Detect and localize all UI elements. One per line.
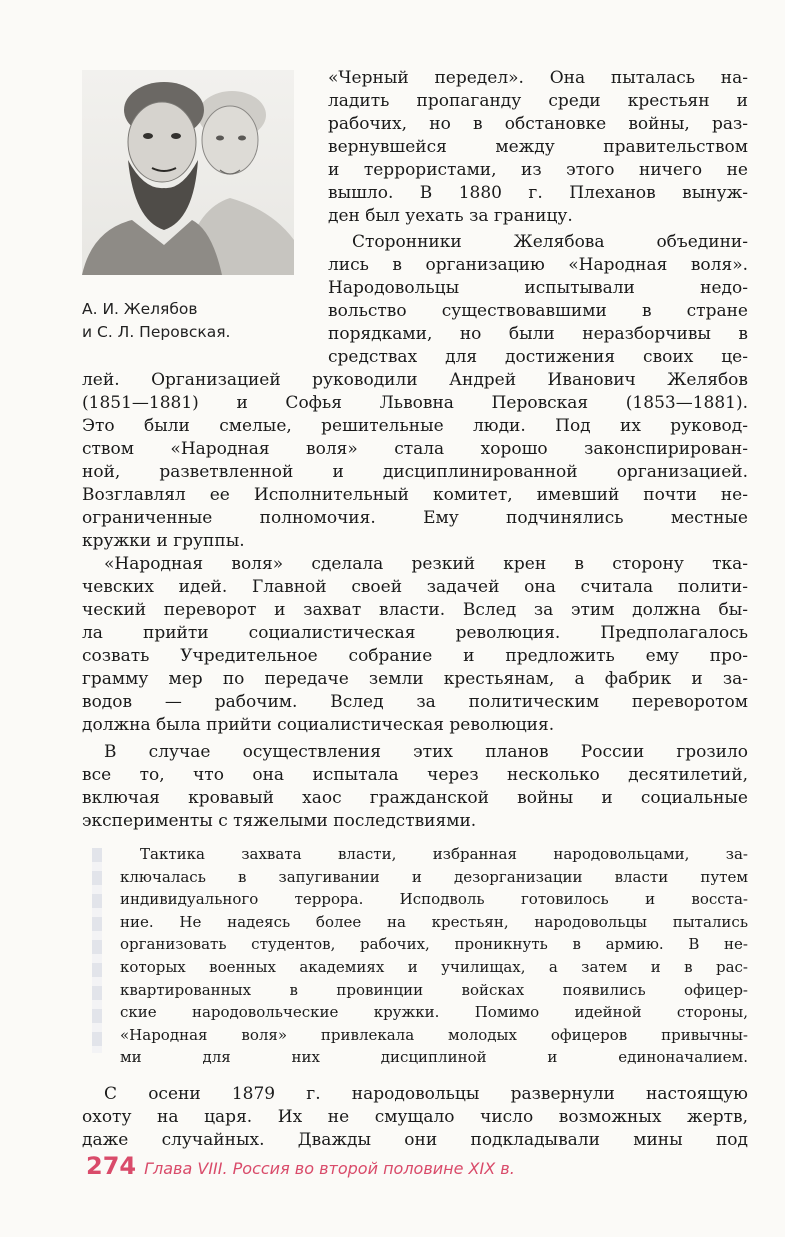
small-text-line: ключалась в запугивании и дезорганизации власти путем xyxy=(120,868,748,886)
photo-caption xyxy=(82,298,312,344)
caption-line: и С. Л. Перовская. xyxy=(82,323,231,341)
text-line: «Народная воля» сделала резкий крен в сторону тка- xyxy=(104,554,748,574)
text-line: В случае осуществления этих планов России грозило xyxy=(104,742,748,762)
text-line: ладить пропаганду среди крестьян и xyxy=(328,91,748,111)
small-text-line: ские народовольческие кружки. Помимо идейной стороны, xyxy=(120,1003,748,1021)
text-line: вольство существовавшими в стране xyxy=(328,301,748,321)
sidebar-decoration xyxy=(92,848,102,1053)
text-line: С осени 1879 г. народовольцы развернули настоящую xyxy=(104,1084,748,1104)
text-line: рабочих, но в обстановке войны, раз- xyxy=(328,114,748,134)
page-footer xyxy=(86,1152,515,1180)
text-line: ден был уехать за границу. xyxy=(328,206,573,226)
text-line: должна была прийти социалистическая революция. xyxy=(82,715,555,735)
small-text-line: которых военных академиях и училищах, а затем и в рас- xyxy=(120,958,748,976)
text-line: даже случайных. Дважды они подкладывали мины под xyxy=(82,1130,748,1150)
text-line: ством «Народная воля» стала хорошо законспирирован- xyxy=(82,439,748,459)
text-line: (1851—1881) и Софья Львовна Перовская (1853—1881). xyxy=(82,393,748,413)
small-text-line: ние. Не надеясь более на крестьян, народовольцы пытались xyxy=(120,913,748,931)
small-text-line: ми для них дисциплиной и единоначалием. xyxy=(120,1048,748,1066)
text-line: средствах для достижения своих це- xyxy=(328,347,748,367)
text-line: Народовольцы испытывали недо- xyxy=(328,278,748,298)
text-line: грамму мер по передаче земли крестьянам, а фабрик и за- xyxy=(82,669,748,689)
text-line: чевских идей. Главной своей задачей она считала полити- xyxy=(82,577,748,597)
text-line: охоту на царя. Их не смущало число возможных жертв, xyxy=(82,1107,748,1127)
text-line: вернувшейся между правительством xyxy=(328,137,748,157)
text-line: водов — рабочим. Вслед за политическим переворотом xyxy=(82,692,748,712)
portrait-photo xyxy=(82,70,294,275)
text-line: ческий переворот и захват власти. Вслед за этим должна бы- xyxy=(82,600,748,620)
page-number: 274 xyxy=(86,1152,137,1180)
small-text-line: Тактика захвата власти, избранная народовольцами, за- xyxy=(140,845,748,863)
chapter-title: Глава VIII. Россия во второй половине XIX в. xyxy=(144,1159,515,1178)
text-line: Сторонники Желябова объедини- xyxy=(352,232,748,252)
text-line: порядками, но были неразборчивы в xyxy=(328,324,748,344)
text-line: ла прийти социалистическая революция. Предполагалось xyxy=(82,623,748,643)
text-line: ной, разветвленной и дисциплинированной организацией. xyxy=(82,462,748,482)
portrait-illustration xyxy=(82,70,294,275)
small-text-line: индивидуального террора. Исподволь готовилось и восста- xyxy=(120,890,748,908)
text-line: кружки и группы. xyxy=(82,531,245,551)
text-line: Это были смелые, решительные люди. Под их руковод- xyxy=(82,416,748,436)
small-text-line: квартированных в провинции войсках появились офицер- xyxy=(120,981,748,999)
text-line: лей. Организацией руководили Андрей Иванович Желябов xyxy=(82,370,748,390)
text-line: Возглавлял ее Исполнительный комитет, имевший почти не- xyxy=(82,485,748,505)
text-line: «Черный передел». Она пыталась на- xyxy=(328,68,748,88)
text-line: включая кровавый хаос гражданской войны и социальные xyxy=(82,788,748,808)
text-line: вышло. В 1880 г. Плеханов вынуж- xyxy=(328,183,748,203)
text-line: все то, что она испытала через несколько десятилетий, xyxy=(82,765,748,785)
text-line: созвать Учредительное собрание и предложить ему про- xyxy=(82,646,748,666)
small-text-line: организовать студентов, рабочих, проникнуть в армию. В не- xyxy=(120,935,748,953)
small-text-line: «Народная воля» привлекала молодых офицеров привычны- xyxy=(120,1026,748,1044)
text-line: лись в организацию «Народная воля». xyxy=(328,255,748,275)
text-line: ограниченные полномочия. Ему подчинялись местные xyxy=(82,508,748,528)
text-line: эксперименты с тяжелыми последствиями. xyxy=(82,811,477,831)
caption-line: А. И. Желябов xyxy=(82,300,198,318)
text-line: и террористами, из этого ничего не xyxy=(328,160,748,180)
